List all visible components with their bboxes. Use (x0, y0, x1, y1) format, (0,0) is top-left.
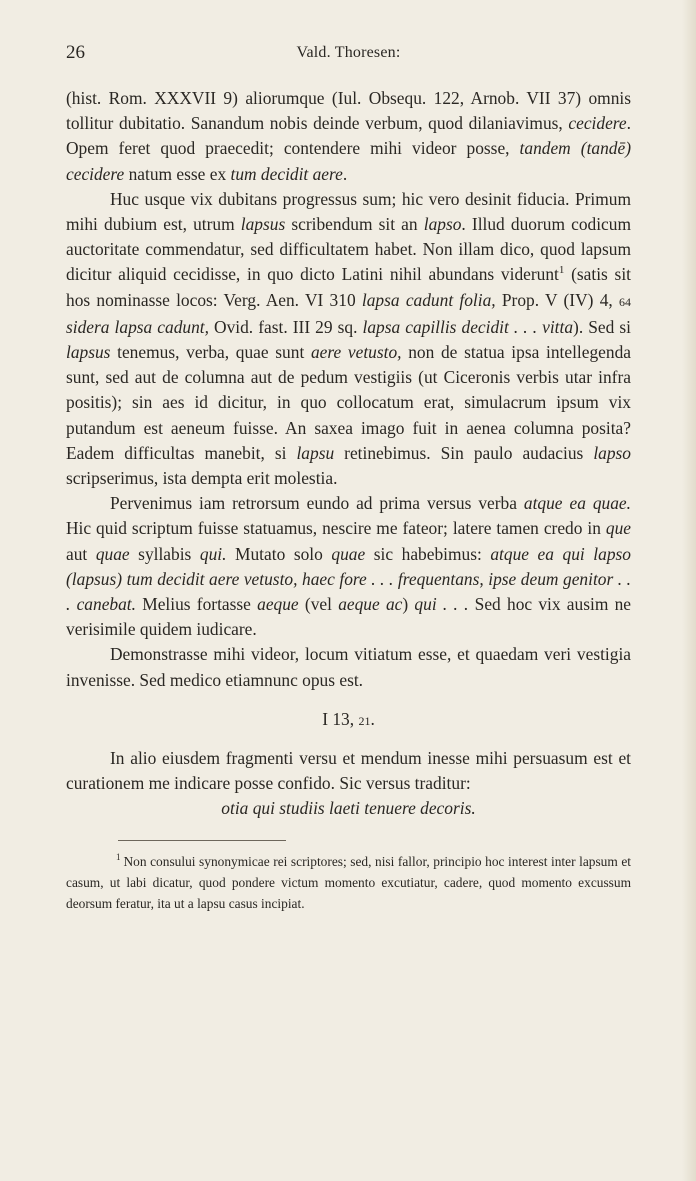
page (66, 40, 631, 914)
page-edge (682, 0, 696, 1181)
main-text (66, 86, 631, 914)
paragraph-5: In alio eiusdem fragmenti versu et mendum inesse mihi persuasum est et curationem me indicare posse confido. Sic versus traditur: (66, 748, 631, 794)
paragraph-2: Huc usque vix dubitans progressus sum; hic vero desinit fiducia. Primum mihi dubium est, utrum lapsus scribendum sit an lapso. Illud duorum codicum auctoritate commendatur, sed difficultatem habet. Non illam dico, quod lapsum dicitur aliquid cecidisse, in quo dicto Latini nihil abundans viderunt$^1$ (satis sit hos nominasse locos: Verg. Aen. VI 310 lapsa cadunt folia, Prop. V (IV) 4, 64 sidera lapsa cadunt, Ovid. fast. III 29 sq. lapsa capillis decidit . . . vitta). Sed si lapsus tenemus, verba, quae sunt aere vetusto, non de statua ipsa intellegenda sunt, sed aut de columna aut de pedum vestigiis (ut Ciceronis verbis utar infra positis); sin aes id dicitur, in quo collocatum erat, simulacrum ipsum vix putandum est aeneum fuisse. An saxea imago fuit in aenea columna posita? Eadem difficultas manebit, si lapsu retinebimus. Sin paulo audacius lapso scripserimus, ista dempta erit molestia. (66, 188, 631, 489)
footnote (66, 851, 631, 914)
paragraph-4: Demonstrasse mihi videor, locum vitiatum esse, et quaedam veri vestigia invenisse. Sed medico etiamnunc opus est. (66, 644, 631, 690)
footnote-mark: 1 (116, 851, 121, 862)
footnote-divider (118, 840, 286, 841)
paragraph-1: (hist. Rom. XXXVII 9) aliorumque (Iul. Obsequ. 122, Arnob. VII 37) omnis tollitur dubitatio. Sanandum nobis deinde verbum, quod dilaniavimus, cecidere. Opem feret quod praecedit; contendere mihi videor posse, tandem (tandē) cecidere natum esse ex tum decidit aere. (66, 88, 631, 184)
footnote-text: Non consului synonymicae rei scriptores; sed, nisi fallor, principio hoc interest inter lapsum et casum, ut labi dicatur, quod pondere victum momento excutiatur, cadere, quod momento excussum deorsum feratur, ita ut a lapsu casus incipiat. (66, 853, 631, 911)
footnote-ref[interactable]: 1 (558, 264, 565, 277)
page-number: 26 (66, 42, 85, 63)
section-reference: I 13, 21. (322, 708, 375, 729)
page-header (66, 40, 631, 70)
quoted-verse: otia qui studiis laeti tenuere decoris. (221, 798, 476, 819)
running-head: Vald. Thoresen: (296, 44, 401, 61)
paragraph-3: Pervenimus iam retrorsum eundo ad prima versus verba atque ea quae. Hic quid scriptum fuisse statuamus, nescire me fateor; latere tamen credo in que aut quae syllabis qui. Mutato solo quae sic habebimus: atque ea qui lapso (lapsus) tum decidit aere vetusto, haec fore . . . frequentans, ipse deum genitor . . . canebat. Melius fortasse aeque (vel aeque ac) qui . . . Sed hoc vix ausim ne verisimile quidem iudicare. (66, 493, 632, 640)
